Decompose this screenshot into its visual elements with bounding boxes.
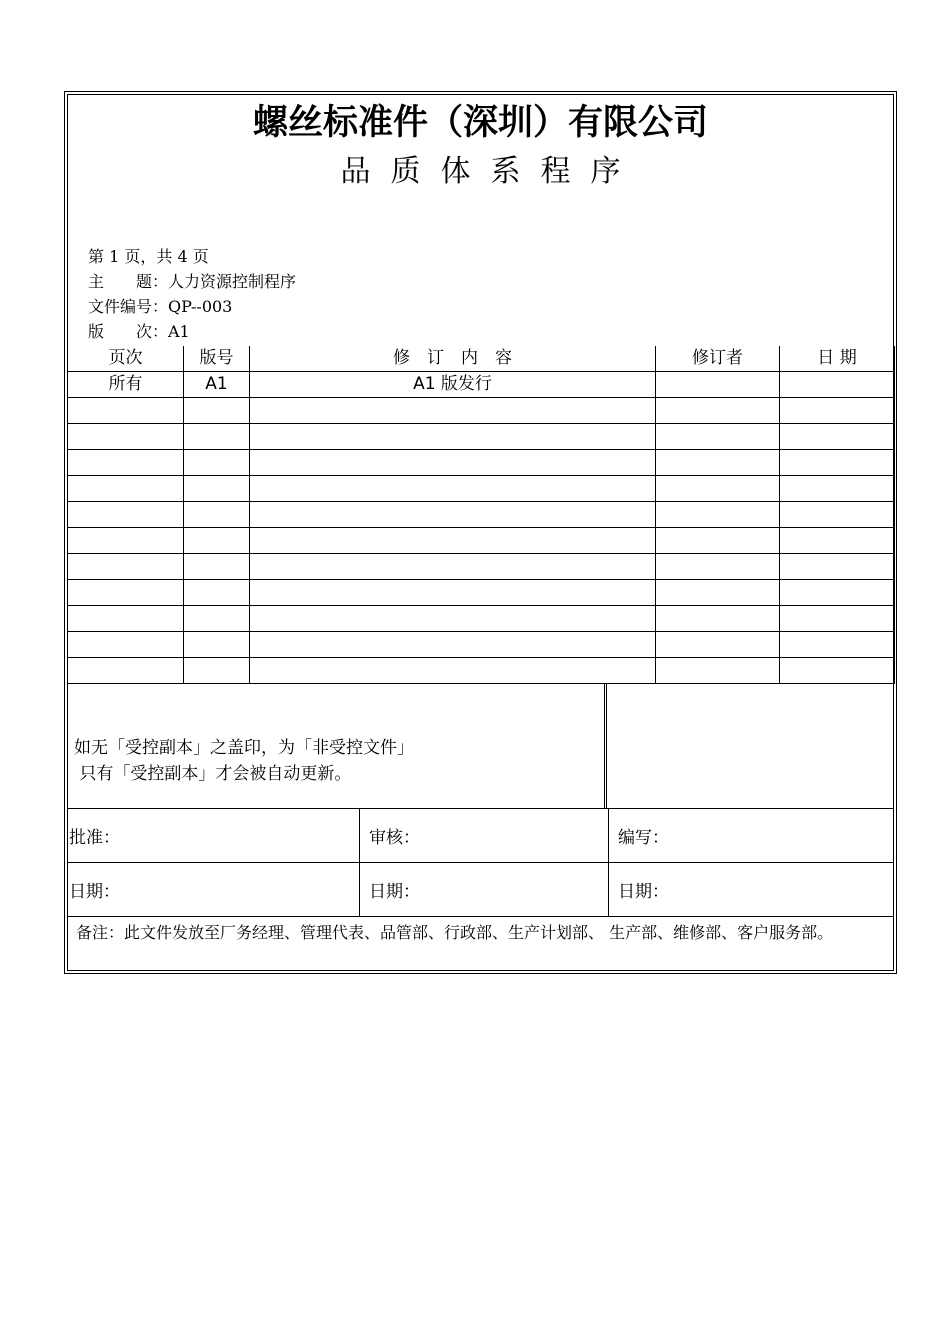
revision-header-row [68, 346, 895, 372]
cell-reviser [656, 528, 780, 554]
prepare-date-label: 日期： [618, 882, 669, 902]
cell-page [68, 658, 184, 684]
cell-content [250, 450, 656, 476]
cell-version [184, 424, 250, 450]
table-row [68, 554, 895, 580]
cell-version [184, 398, 250, 424]
cell-page [68, 554, 184, 580]
cell-reviser [656, 450, 780, 476]
cell-content [250, 372, 656, 398]
review-label: 审核： [369, 828, 420, 848]
approve-label: 批准： [69, 828, 120, 848]
cell-content [250, 580, 656, 606]
cell-reviser [656, 502, 780, 528]
cell-date [780, 554, 895, 580]
cell-version [184, 502, 250, 528]
cell-reviser [656, 658, 780, 684]
cell-version: A1 [184, 372, 250, 398]
cell-version [184, 476, 250, 502]
cell-reviser [656, 606, 780, 632]
document-subtitle: 品质体系程序 [340, 154, 641, 189]
cell-page [68, 502, 184, 528]
cell-date [780, 450, 895, 476]
table-row [68, 632, 895, 658]
cell-page [68, 476, 184, 502]
cell-content [250, 502, 656, 528]
cell-version [184, 450, 250, 476]
cell-date [780, 528, 895, 554]
header-date: 日 期 [780, 346, 895, 372]
cell-content [250, 398, 656, 424]
cell-content [250, 606, 656, 632]
cell-date [780, 658, 895, 684]
approve-date-label: 日期： [69, 882, 120, 902]
cell-date [780, 502, 895, 528]
table-row [68, 424, 895, 450]
company-title: 螺丝标准件（深圳）有限公司 [252, 103, 708, 143]
cell-date [780, 372, 895, 398]
header-version: 版号 [184, 346, 250, 372]
cell-page [68, 450, 184, 476]
table-row [68, 502, 895, 528]
table-row [68, 372, 895, 398]
cell-version [184, 528, 250, 554]
control-notice-line-1: 如无「受控副本」之盖印，为「非受控文件」 [74, 738, 414, 758]
cell-content [250, 528, 656, 554]
cell-content [250, 476, 656, 502]
cell-reviser [656, 424, 780, 450]
table-row [68, 398, 895, 424]
cell-page [68, 632, 184, 658]
cell-version [184, 632, 250, 658]
cell-page [68, 528, 184, 554]
cell-page [68, 606, 184, 632]
cell-reviser [656, 632, 780, 658]
cell-date [780, 398, 895, 424]
cell-date [780, 580, 895, 606]
divider [608, 808, 609, 916]
review-date-label: 日期： [369, 882, 420, 902]
subject-line: 主 题：人力资源控制程序 [88, 272, 297, 291]
cell-version [184, 658, 250, 684]
table-row [68, 528, 895, 554]
cell-page: 所有 [68, 372, 184, 398]
cell-content [250, 632, 656, 658]
header-page: 页次 [68, 346, 184, 372]
cell-reviser [656, 372, 780, 398]
cell-version [184, 606, 250, 632]
table-row [68, 580, 895, 606]
cell-reviser [656, 476, 780, 502]
cell-version [184, 554, 250, 580]
revision-table [67, 346, 895, 684]
divider [67, 916, 894, 917]
cell-date [780, 424, 895, 450]
cell-content [250, 424, 656, 450]
cell-date [780, 632, 895, 658]
divider [67, 862, 894, 863]
cell-version [184, 580, 250, 606]
table-row [68, 606, 895, 632]
cell-date [780, 606, 895, 632]
table-row [68, 476, 895, 502]
divider [359, 808, 360, 916]
header-content: 修 订 内 容 [250, 346, 656, 372]
page-info: 第 1 页，共 4 页 [88, 247, 209, 266]
cell-page [68, 398, 184, 424]
table-row [68, 658, 895, 684]
cell-content-text: A1 版发行 [413, 374, 492, 394]
remark-text: 备注：此文件发放至厂务经理、管理代表、品管部、行政部、生产计划部、 生产部、维修部、客户服务部。 [76, 923, 834, 942]
prepare-label: 编写： [618, 828, 669, 848]
cell-date [780, 476, 895, 502]
divider [67, 808, 894, 809]
control-notice-line-2: 只有「受控副本」才会被自动更新。 [74, 764, 352, 784]
cell-content [250, 658, 656, 684]
version-line: 版 次：A1 [88, 322, 190, 341]
cell-page [68, 580, 184, 606]
document-number: 文件编号：QP--003 [88, 297, 233, 316]
cell-reviser [656, 554, 780, 580]
cell-page [68, 424, 184, 450]
header-reviser: 修订者 [656, 346, 780, 372]
cell-reviser [656, 580, 780, 606]
cell-reviser [656, 398, 780, 424]
table-row [68, 450, 895, 476]
cell-content [250, 554, 656, 580]
